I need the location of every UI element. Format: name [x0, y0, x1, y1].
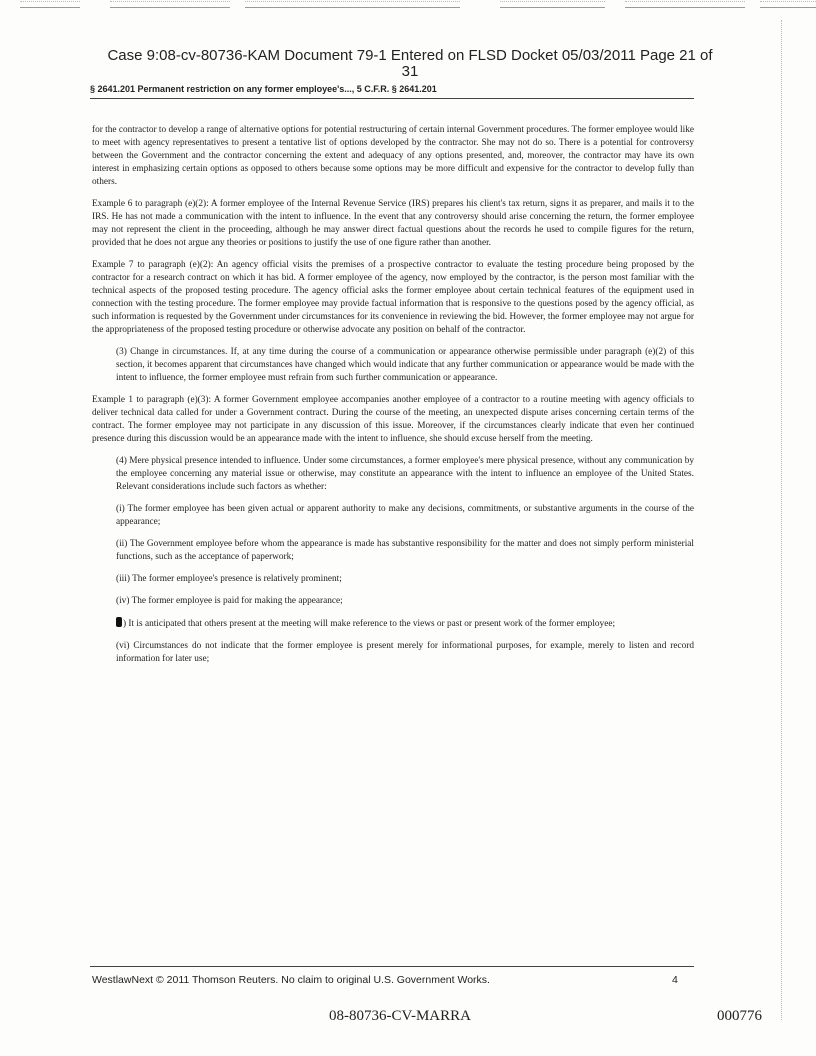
factor-v-text: ) It is anticipated that others present at the meeting will make reference to the views or past or present work of the former employee; [123, 619, 616, 629]
case-header [60, 48, 760, 80]
case-header-line1: Case 9:08-cv-80736-KAM Document 79-1 Entered on FLSD Docket 05/03/2011 Page 21 of [107, 47, 713, 64]
case-header-line2: 31 [401, 63, 419, 80]
paragraph-example-6: Example 6 to paragraph (e)(2): A former employee of the Internal Revenue Service (IRS) prepares his client's tax return, signs it as preparer, and mails it to the IRS. He has not made a communication with the intent to influence. In the event that any controversy should arise concerning the return, the former employee may not represent the client in the proceeding, although he may answer direct factual questions about the records he used to compile figures for the return, provided that he does not argue any theories or positions to justify the use of one figure rather than another. [92, 199, 694, 248]
running-head: § 2641.201 Permanent restriction on any former employee's..., 5 C.F.R. § 2641.201 [90, 84, 437, 94]
footer-page-number: 4 [672, 974, 678, 986]
document-body [92, 124, 694, 675]
paragraph-example-7: Example 7 to paragraph (e)(2): An agency official visits the premises of a prospective contractor to evaluate the testing procedure being proposed by the contractor for a research contract on which it has bid. A former employee of the agency, now employed by the contractor, is the person most familiar with the technical aspects of the proposed testing procedure. The agency official asks the former employee about certain technical features of the equipment used in connection with the testing procedure. The former employee may provide factual information that is responsive to the questions posed by the agency official, as such information is requested by the Government under circumstances for its convenience in reviewing the bid. However, the former employee may not argue for the appropriateness of the proposed testing procedure or otherwise advocate any position on behalf of the contractor. [92, 260, 694, 335]
paragraph-contractor-options: for the contractor to develop a range of alternative options for potential restructuring of certain internal Government procedures. The former employee would like to meet with agency representatives to present a tentative list of options developed by the contractor. She may not do so. There is a potential for controversy between the Government and the contractor concerning the extent and adequacy of any options presented, and, moreover, the contractor may have its own interest in emphasizing certain options as opposed to others because some options may be more difficult and expensive for the contractor to develop fully than others. [92, 125, 694, 187]
paragraph-change-in-circumstances: (3) Change in circumstances. If, at any time during the course of a communication or appearance otherwise permissible under paragraph (e)(2) of this section, it becomes apparent that circumstances have changed which would indicate that any further communication or appearance would be made with the intent to influence, the former employee must refrain from such further communication or appearance. [116, 347, 694, 383]
factor-v [116, 617, 694, 631]
footer-rule [90, 966, 694, 967]
factor-vi: (vi) Circumstances do not indicate that the former employee is present merely for informational purposes, for example, merely to listen and record information for later use; [116, 641, 694, 664]
footer-copyright: WestlawNext © 2011 Thomson Reuters. No claim to original U.S. Government Works. [92, 974, 490, 986]
factor-iv: (iv) The former employee is paid for making the appearance; [116, 596, 343, 606]
scan-edge-line [781, 20, 783, 1020]
paragraph-physical-presence: (4) Mere physical presence intended to influence. Under some circumstances, a former employee's mere physical presence, without any communication by the employee concerning any material issue or otherwise, may constitute an appearance with the intent to influence an employee of the United States. Relevant considerations include such factors as whether: [116, 456, 694, 492]
factor-iii: (iii) The former employee's presence is relatively prominent; [116, 574, 342, 584]
paragraph-example-1: Example 1 to paragraph (e)(3): A former Government employee accompanies another employee of a contractor to a routine meeting with agency officials to deliver technical data called for under a Government contract. During the course of the meeting, an unexpected dispute arises concerning certain terms of the contract. The former employee may not participate in any discussion of this issue. Moreover, if the circumstances clearly indicate that even her continued presence during this discussion would be an appearance made with the intent to influence, she should excuse herself from the meeting. [92, 395, 694, 444]
factor-ii: (ii) The Government employee before whom the appearance is made has substantive responsibility for the matter and does not simply perform ministerial functions, such as the acceptance of paperwork; [116, 539, 694, 562]
bates-label: 08-80736-CV-MARRA [329, 1008, 471, 1024]
header-rule [90, 98, 694, 99]
document-number: 000776 [717, 1008, 762, 1024]
scan-artifact-top [0, 0, 816, 10]
redaction-mark-icon [116, 617, 122, 627]
factor-i: (i) The former employee has been given actual or apparent authority to make any decisions, commitments, or substantive arguments in the course of the appearance; [116, 504, 694, 527]
